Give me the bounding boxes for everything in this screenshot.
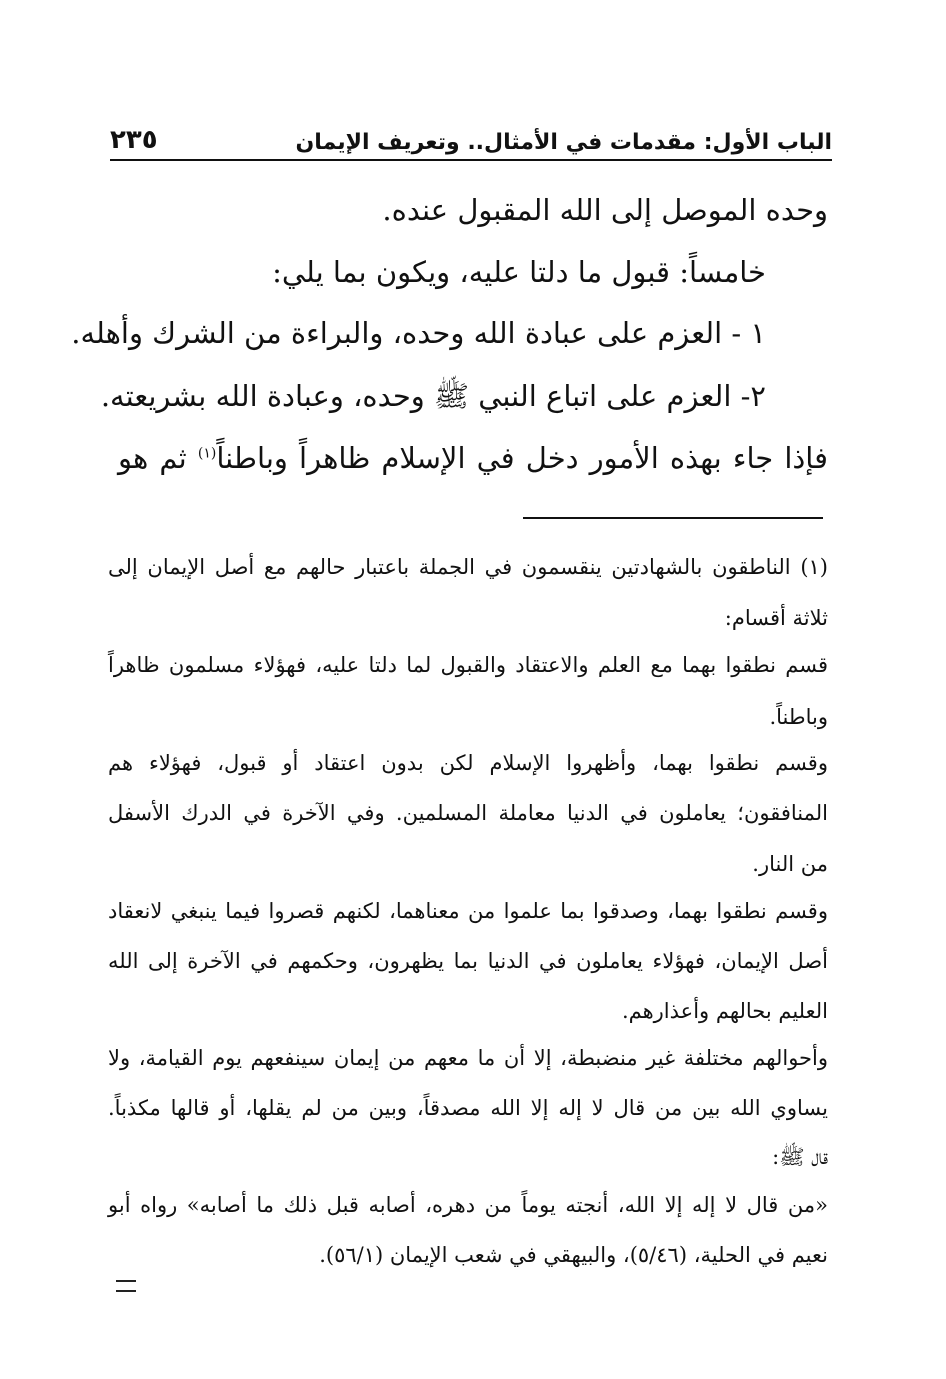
body-line-2: خامساً: قبول ما دلتا عليه، ويكون بما يلي: (272, 255, 766, 289)
footnote-line: وباطناً. (769, 705, 828, 729)
page-number: ٢٣٥ (110, 125, 158, 155)
footnote-line: نعيم في الحلية، (٥/٤٦)، والبيهقي في شعب الإيمان (٥٦/١). (319, 1243, 828, 1267)
footnote-line: (١) الناطقون بالشهادتين ينقسمون في الجملة باعتبار حالهم مع أصل الإيمان إلى (108, 555, 828, 579)
footnote-line: قسم نطقوا بهما مع العلم والاعتقاد والقبول لما دلتا عليه، فهؤلاء مسلمون ظاهراً (108, 653, 828, 677)
footnote-line: المنافقون؛ يعاملون في الدنيا معاملة المسلمين. وفي الآخرة في الدرك الأسفل (108, 801, 828, 825)
footnote-line: وقسم نطقوا بهما، وأظهروا الإسلام لكن بدون اعتقاد أو قبول، فهؤلاء هم (108, 751, 828, 775)
footnote-line: ثلاثة أقسام: (724, 606, 828, 630)
footnote-line: من النار. (752, 852, 828, 876)
footnote-line: أصل الإيمان، فهؤلاء يعاملون في الدنيا بما يظهرون، وحكمهم في الآخرة إلى الله (108, 949, 828, 973)
footnote-line: قال ﷺ: (772, 1145, 828, 1169)
footnote-line: العليم بحالهم وأعذارهم. (621, 999, 828, 1023)
running-header (110, 115, 832, 161)
footnote-reference: (١) (197, 445, 217, 462)
footnote-line: وأحوالهم مختلفة غير منضبطة، إلا أن ما معهم من إيمان سينفعهم يوم القيامة، ولا (108, 1046, 828, 1070)
body-line-3: ١ - العزم على عبادة الله وحده، والبراءة من الشرك وأهله. (71, 316, 766, 350)
body-line-5-end: ثم هو (118, 441, 198, 475)
end-mark (116, 1280, 136, 1292)
footnote-line: يساوي الله بين من قال لا إله إلا الله مصدقاً، وبين من لم يقلها، أو قالها مكذباً. (108, 1096, 828, 1120)
body-line-5-text: فإذا جاء بهذه الأمور دخل في الإسلام ظاهراً وباطناً (216, 441, 829, 475)
chapter-title: الباب الأول: مقدمات في الأمثال.. وتعريف الإيمان (295, 130, 832, 155)
footnote-line: «من قال لا إله إلا الله، أنجته يوماً من دهره، أصابه قبل ذلك ما أصابه» رواه أبو (108, 1193, 828, 1217)
footnote-separator (523, 517, 823, 519)
body-line-5 (118, 438, 828, 478)
body-line-1: وحده الموصل إلى الله المقبول عنده. (382, 193, 828, 227)
body-line-4: ٢- العزم على اتباع النبي ﷺ وحده، وعبادة الله بشريعته. (100, 379, 766, 413)
footnote-line: وقسم نطقوا بهما، وصدقوا بما علموا من معناهما، لكنهم قصروا فيما ينبغي لانعقاد (108, 899, 828, 923)
